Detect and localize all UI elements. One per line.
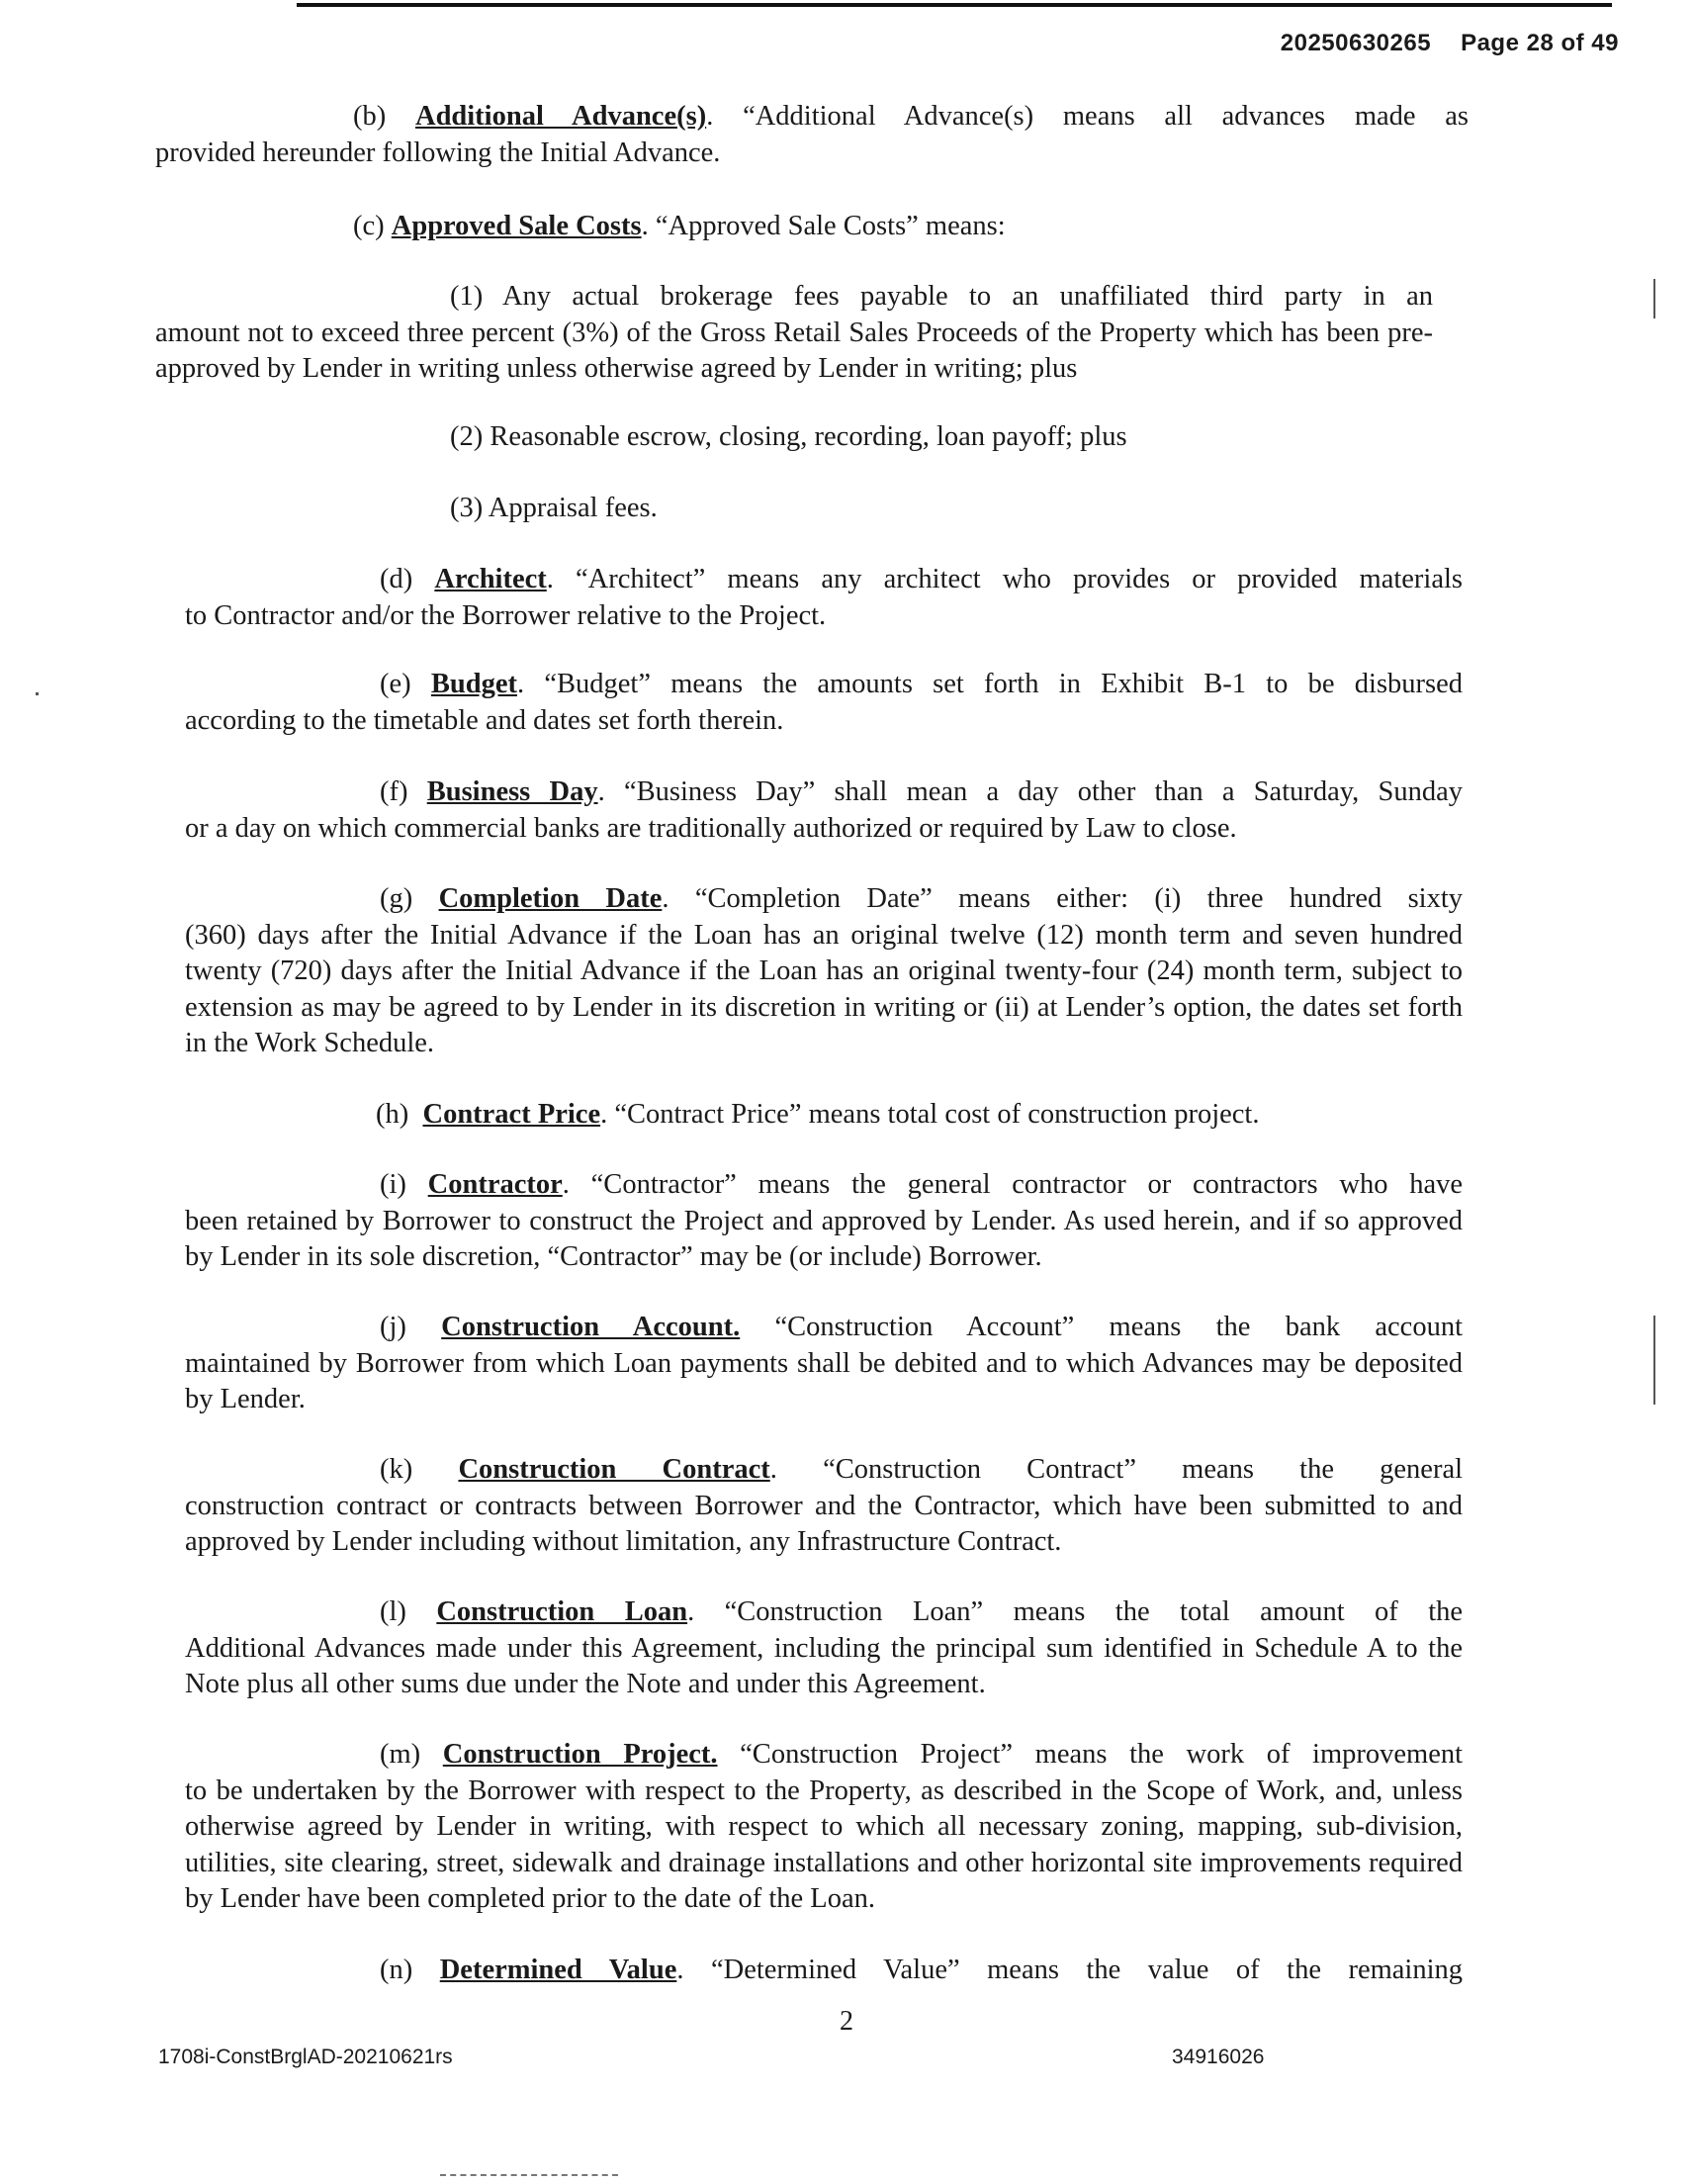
top-scan-rule bbox=[297, 3, 1612, 7]
document-number: 20250630265 bbox=[1280, 30, 1432, 56]
definition-text: “Determined Value” means the value of the remaining bbox=[710, 1955, 1463, 1985]
definition-marker: (d) bbox=[380, 564, 413, 594]
page-label: Page 28 of 49 bbox=[1461, 30, 1619, 56]
subitem-1 bbox=[155, 279, 1433, 388]
document-header bbox=[1281, 30, 1619, 57]
definition-continuation: to be undertaken by the Borrower with respect to the Property, as described in the Scope of Work, and, unless otherwise agreed by Lender in writing, with respect to which all necessary zoning, mapping, sub-division, utilities, site clearing, street, sidewalk and drainage installations and other horizontal site improvements required by Lender have been completed prior to the date of the Loan. bbox=[185, 1774, 1463, 1914]
form-identifier: 1708i-ConstBrglAD-20210621rs bbox=[158, 2046, 453, 2068]
definition-e: (e) Budget. “Budget” means the amounts set forth in Exhibit B-1 to be disbursed according to the timetable and dates set forth therein. bbox=[185, 667, 1463, 739]
defined-term: Architect bbox=[434, 564, 547, 594]
definition-continuation: to Contractor and/or the Borrower relative to the Project. bbox=[185, 599, 827, 631]
definition-marker: (c) bbox=[353, 211, 385, 241]
definition-continuation: provided hereunder following the Initial Advance. bbox=[155, 136, 721, 168]
definition-text: “Additional Advance(s) means all advances made as bbox=[743, 101, 1470, 132]
definition-marker: (b) bbox=[353, 101, 387, 132]
defined-term: Determined Value bbox=[439, 1955, 677, 1985]
defined-term: Approved Sale Costs bbox=[391, 211, 642, 241]
definition-text: “Construction Account” means the bank account bbox=[774, 1312, 1463, 1342]
subitem-3 bbox=[450, 491, 1340, 527]
definition-f: (f) Business Day. “Business Day” shall mean a day other than a Saturday, Sunday or a day on which commercial banks are traditionally authorized or required by Law to close. bbox=[185, 774, 1463, 847]
subitem-continuation: amount not to exceed three percent (3%) of the Gross Retail Sales Proceeds of the Property which has been pre-approved by Lender in writing unless otherwise agreed by Lender in writing; plus bbox=[155, 317, 1433, 384]
definition-marker: (k) bbox=[380, 1454, 413, 1485]
definition-continuation: according to the timetable and dates set forth therein. bbox=[185, 704, 784, 736]
defined-term: Business Day bbox=[426, 776, 598, 807]
definition-n: (n) Determined Value. “Determined Value” means the value of the remaining bbox=[380, 1955, 1463, 1985]
definition-marker: (g) bbox=[380, 883, 413, 914]
subitem-text: Any actual brokerage fees payable to an unaffiliated third party in an bbox=[501, 281, 1433, 312]
definition-text: “Construction Project” means the work of improvement bbox=[740, 1739, 1464, 1770]
definition-text: “Budget” means the amounts set forth in Exhibit B-1 to be disbursed bbox=[544, 669, 1464, 699]
definition-text: “Construction Loan” means the total amount of the bbox=[724, 1596, 1464, 1627]
subitem-2 bbox=[450, 419, 1340, 456]
definition-marker: (l) bbox=[380, 1596, 406, 1627]
subitem-marker: (1) bbox=[450, 281, 484, 312]
definition-marker: (m) bbox=[380, 1739, 421, 1770]
bottom-scan-mark bbox=[440, 2174, 618, 2176]
scan-mark bbox=[36, 692, 39, 695]
definition-j bbox=[185, 1310, 1463, 1418]
definition-marker: (e) bbox=[380, 669, 411, 699]
defined-term: Contractor bbox=[427, 1169, 563, 1200]
subitem-marker: (2) bbox=[450, 421, 484, 452]
definition-continuation: or a day on which commercial banks are traditionally authorized or required by Law to close. bbox=[185, 812, 1237, 844]
definition-marker: (i) bbox=[380, 1169, 406, 1200]
defined-term: Construction Project. bbox=[442, 1739, 718, 1770]
definition-continuation: maintained by Borrower from which Loan payments shall be debited and to which Advances may be deposited by Lender. bbox=[185, 1347, 1463, 1414]
page-number: 2 bbox=[840, 2006, 853, 2037]
definition-m bbox=[185, 1737, 1463, 1918]
subitem-text: Reasonable escrow, closing, recording, loan payoff; plus bbox=[490, 421, 1127, 452]
definition-text: “Contract Price” means total cost of construction project. bbox=[614, 1099, 1260, 1130]
definition-d: (d) Architect. “Architect” means any architect who provides or provided materials to Contractor and/or the Borrower relative to the Project. bbox=[185, 562, 1463, 634]
definition-b: (b) Additional Advance(s). “Additional Advance(s) means all advances made as provided hereunder following the Initial Advance. bbox=[155, 99, 1469, 171]
definition-continuation: been retained by Borrower to construct the Project and approved by Lender. As used herein, and if so approved by Lender in its sole discretion, “Contractor” may be (or include) Borrower. bbox=[185, 1205, 1463, 1272]
definition-marker: (j) bbox=[380, 1312, 406, 1342]
defined-term: Budget bbox=[430, 669, 517, 699]
definition-continuation: Additional Advances made under this Agreement, including the principal sum identified in Schedule A to the Note plus all other sums due under the Note and under this Agreement. bbox=[185, 1632, 1463, 1699]
definition-k: (k) Construction Contract. “Construction Contract” means the general construction contract or contracts between Borrower and the Contractor, which have been submitted to and approved by Lender including without limitation, any Infrastructure Contract. bbox=[185, 1452, 1463, 1561]
definition-marker: (f) bbox=[380, 776, 408, 807]
scan-mark bbox=[1653, 279, 1655, 318]
definition-c: (c) Approved Sale Costs. “Approved Sale Costs” means: bbox=[353, 211, 1006, 241]
definition-text: “Approved Sale Costs” means: bbox=[655, 211, 1006, 241]
definition-text: “Completion Date” means either: (i) three hundred sixty bbox=[694, 883, 1464, 914]
definition-continuation: construction contract or contracts between Borrower and the Contractor, which have been submitted to and approved by Lender including without limitation, any Infrastructure Contract. bbox=[185, 1490, 1463, 1557]
definition-marker: (n) bbox=[380, 1955, 413, 1985]
definition-i: (i) Contractor. “Contractor” means the general contractor or contractors who have been retained by Borrower to construct the Project and approved by Lender. As used herein, and if so approved by Lender in its sole discretion, “Contractor” may be (or include) Borrower. bbox=[185, 1167, 1463, 1276]
definition-g: (g) Completion Date. “Completion Date” means either: (i) three hundred sixty (360) days after the Initial Advance if the Loan has an original twelve (12) month term and seven hundred twenty (720) days after the Initial Advance if the Loan has an original twenty-four (24) month term, subject to extension as may be agreed to by Lender in its discretion in writing or (ii) at Lender’s option, the dates set forth in the Work Schedule. bbox=[185, 881, 1463, 1062]
definition-text: “Construction Contract” means the general bbox=[823, 1454, 1464, 1485]
subitem-text: Appraisal fees. bbox=[488, 493, 658, 523]
document-identifier: 34916026 bbox=[1172, 2046, 1265, 2068]
definition-text: “Business Day” shall mean a day other than a Saturday, Sunday bbox=[623, 776, 1464, 807]
defined-term: Construction Account. bbox=[441, 1312, 741, 1342]
definition-h: (h) Contract Price. “Contract Price” means total cost of construction project. bbox=[376, 1099, 1260, 1130]
definition-continuation: (360) days after the Initial Advance if the Loan has an original twelve (12) month term and seven hundred twenty (720) days after the Initial Advance if the Loan has an original twenty-four (24) month term, subject to extension as may be agreed to by Lender in its discretion in writing or (ii) at Lender’s option, the dates set forth in the Work Schedule. bbox=[185, 919, 1463, 1058]
defined-term: Completion Date bbox=[438, 883, 663, 914]
defined-term: Construction Loan bbox=[436, 1596, 688, 1627]
definition-text: “Architect” means any architect who provides or provided materials bbox=[576, 564, 1463, 594]
scan-mark bbox=[1653, 1316, 1655, 1405]
defined-term: Additional Advance(s) bbox=[414, 101, 707, 132]
definition-l: (l) Construction Loan. “Construction Loan” means the total amount of the Additional Advances made under this Agreement, including the principal sum identified in Schedule A to the Note plus all other sums due under the Note and under this Agreement. bbox=[185, 1594, 1463, 1703]
subitem-marker: (3) bbox=[450, 493, 484, 523]
defined-term: Construction Contract bbox=[458, 1454, 770, 1485]
defined-term: Contract Price bbox=[422, 1099, 601, 1130]
definition-text: “Contractor” means the general contractor or contractors who have bbox=[590, 1169, 1464, 1200]
definition-marker: (h) bbox=[376, 1099, 409, 1130]
